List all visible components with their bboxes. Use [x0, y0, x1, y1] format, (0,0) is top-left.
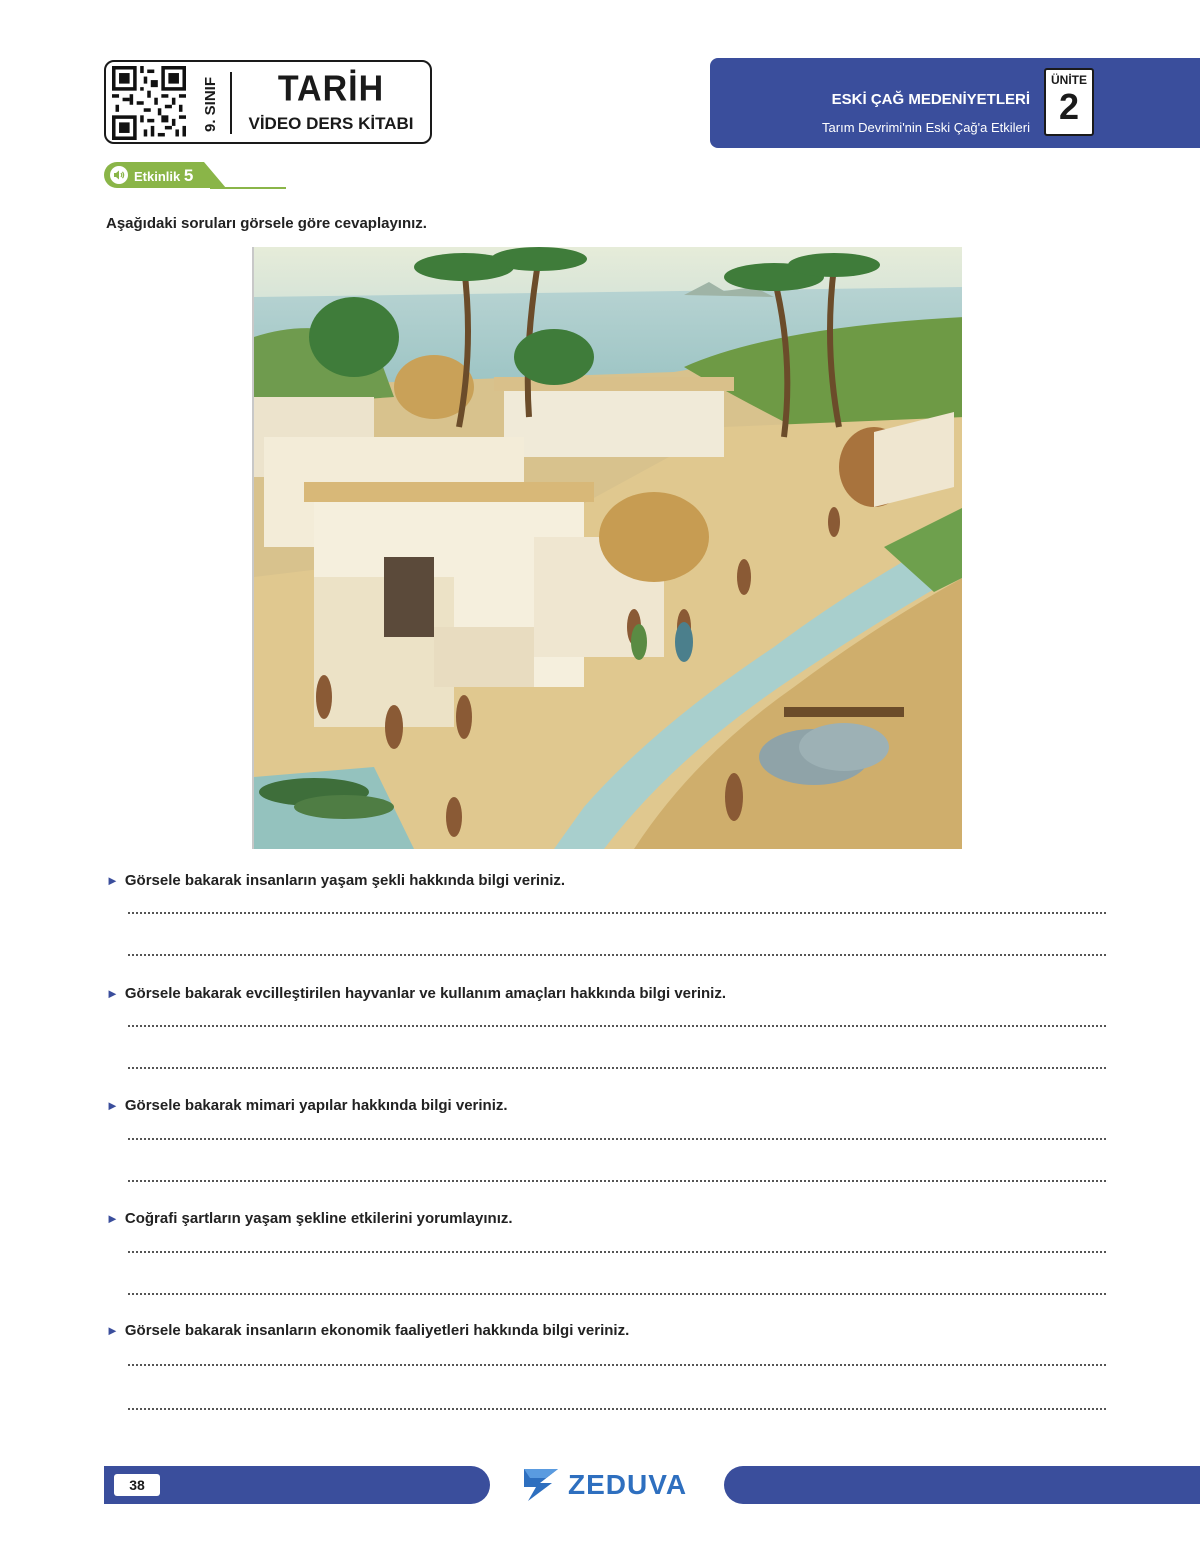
answer-line[interactable] — [128, 1364, 1106, 1366]
activity-underline — [210, 187, 286, 189]
question-text: Görsele bakarak insanların ekonomik faaliyetleri hakkında bilgi veriniz. — [124, 1322, 630, 1339]
answer-line[interactable] — [128, 1293, 1106, 1295]
triangle-bullet-icon: ► — [106, 1323, 119, 1338]
answer-line[interactable] — [128, 954, 1106, 956]
unit-label: ÜNİTE — [1051, 73, 1087, 87]
divider — [230, 72, 232, 134]
triangle-bullet-icon: ► — [106, 873, 119, 888]
book-type: VİDEO DERS KİTABI — [248, 114, 414, 133]
activity-label-text: Etkinlik — [134, 169, 181, 184]
unit-title: ESKİ ÇAĞ MEDENİYETLERİ — [831, 91, 1030, 108]
triangle-bullet-icon: ► — [106, 1211, 119, 1226]
ancient-village-illustration — [252, 247, 962, 849]
qr-code-icon[interactable] — [112, 66, 186, 140]
answer-line[interactable] — [128, 1180, 1106, 1182]
unit-number: 2 — [1058, 86, 1080, 127]
brand-name: ZEDUVA — [568, 1469, 688, 1500]
speaker-icon[interactable] — [110, 166, 128, 184]
question-2 — [106, 985, 726, 1002]
subject-title: TARİH — [277, 69, 385, 109]
activity-number: 5 — [183, 166, 194, 185]
answer-line[interactable] — [128, 1251, 1106, 1253]
question-text: Coğrafi şartların yaşam şekline etkilerini yorumlayınız. — [124, 1210, 513, 1227]
brand-logo — [522, 1466, 687, 1504]
answer-line[interactable] — [128, 1408, 1106, 1410]
book-title-box — [104, 60, 432, 144]
question-5 — [106, 1322, 629, 1339]
answer-line[interactable] — [128, 1025, 1106, 1027]
answer-line[interactable] — [128, 912, 1106, 914]
activity-label — [134, 166, 193, 186]
answer-line[interactable] — [128, 1067, 1106, 1069]
footer-bar-right — [724, 1466, 1200, 1504]
answer-line[interactable] — [128, 1138, 1106, 1140]
grade-label: 9. SINIF — [201, 76, 219, 132]
unit-subtitle: Tarım Devrimi'nin Eski Çağ'a Etkileri — [822, 120, 1030, 135]
page-number: 38 — [114, 1474, 160, 1496]
question-3 — [106, 1097, 508, 1114]
triangle-bullet-icon: ► — [106, 1098, 119, 1113]
activity-instruction: Aşağıdaki soruları görsele göre cevaplayınız. — [106, 215, 427, 232]
zeduva-logo-icon — [522, 1467, 562, 1503]
question-4 — [106, 1210, 513, 1227]
question-text: Görsele bakarak mimari yapılar hakkında bilgi veriniz. — [124, 1097, 508, 1114]
question-text: Görsele bakarak evcilleştirilen hayvanlar ve kullanım amaçları hakkında bilgi veriniz. — [124, 985, 727, 1002]
unit-banner — [710, 58, 1200, 148]
triangle-bullet-icon: ► — [106, 986, 119, 1001]
question-text: Görsele bakarak insanların yaşam şekli hakkında bilgi veriniz. — [124, 872, 566, 889]
footer-bar-left — [104, 1466, 490, 1504]
question-1 — [106, 872, 565, 889]
unit-badge — [1044, 68, 1094, 136]
